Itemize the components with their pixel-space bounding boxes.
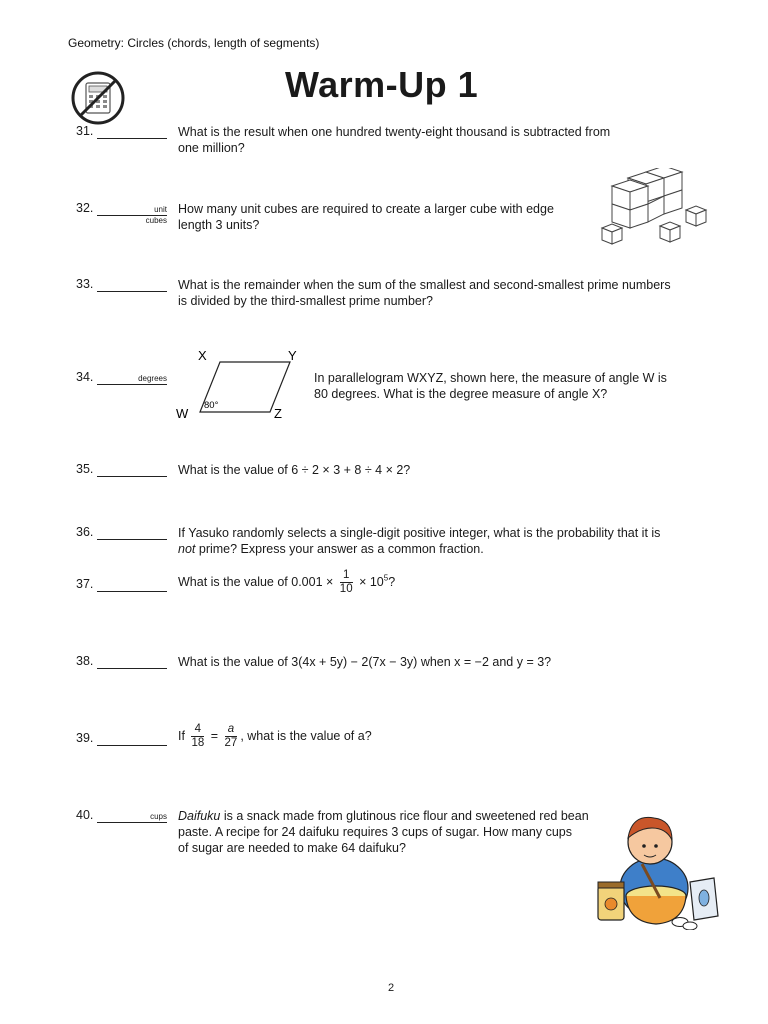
question-text: is divided by the third-smallest prime number? (178, 294, 433, 308)
fraction: $\frac{4}{18}$ (191, 723, 205, 749)
answer-blank[interactable] (97, 462, 167, 477)
question-number: 35. (76, 462, 94, 476)
question-number: 37. (76, 577, 94, 591)
exponent: 5 (383, 573, 389, 583)
fraction: $\frac{1}{10}$ (339, 569, 353, 595)
answer-blank[interactable] (97, 124, 167, 139)
answer-blank[interactable] (97, 654, 167, 669)
question-text: of sugar are needed to make 64 daifuku? (178, 841, 406, 855)
question-number: 40. (76, 808, 94, 822)
question-number: 34. (76, 370, 94, 384)
unit-cubes-illustration (598, 168, 710, 250)
answer-blank[interactable] (97, 201, 167, 216)
question-text: × 10 (359, 574, 384, 589)
answer-blank[interactable] (97, 370, 167, 385)
question-text: What is the remainder when the sum of the smallest and second-smallest prime numbers (178, 278, 671, 292)
question-text: ? (388, 574, 396, 589)
fraction: $\frac{a}{27}$ (224, 723, 238, 749)
question-number: 39. (76, 731, 94, 745)
equals-sign: = (210, 728, 219, 743)
question-number: 32. (76, 201, 94, 215)
question-text: prime? Express your answer as a common fraction. (195, 542, 484, 556)
emphasis-text: not (178, 542, 196, 556)
question-number: 38. (76, 654, 94, 668)
question-text: In parallelogram WXYZ, shown here, the measure of angle W is (314, 371, 667, 385)
answer-blank[interactable] (97, 277, 167, 292)
angle-label: 80° (204, 400, 219, 411)
answer-blank[interactable] (97, 808, 167, 823)
answer-unit: cubes (145, 216, 167, 225)
vertex-z-label: Z (274, 406, 282, 421)
page-number: 2 (388, 982, 395, 994)
baking-kid-illustration (596, 806, 722, 930)
question-text: What is the value of 0.001 × (178, 574, 334, 589)
emphasis-text: Daifuku (178, 809, 221, 823)
question-text: length 3 units? (178, 218, 260, 232)
question-text: paste. A recipe for 24 daifuku requires 3 cups of sugar. How many cups (178, 825, 572, 839)
question-text: 80 degrees. What is the degree measure of angle X? (314, 387, 608, 401)
answer-unit: unit (154, 205, 167, 214)
subject-header: Geometry: Circles (chords, length of segments) (68, 36, 320, 50)
question-text: What is the value of 6 ÷ 2 × 3 + 8 ÷ 4 × 2? (178, 463, 411, 477)
question-text: one million? (178, 141, 245, 155)
answer-blank[interactable] (97, 731, 167, 746)
question-text: , what is the value of a? (240, 728, 372, 743)
answer-blank[interactable] (97, 577, 167, 592)
question-text: If (178, 728, 185, 743)
answer-blank[interactable] (97, 525, 167, 540)
page-title: Warm-Up 1 (285, 64, 479, 105)
question-text: is a snack made from glutinous rice flour and sweetened red bean (220, 809, 589, 823)
question-number: 33. (76, 277, 94, 291)
vertex-x-label: X (198, 348, 207, 363)
question-number: 31. (76, 124, 94, 138)
answer-unit: cups (150, 812, 167, 821)
no-calculator-icon (70, 70, 126, 126)
question-text: If Yasuko randomly selects a single-digit positive integer, what is the probability that it is (178, 526, 661, 540)
question-text: What is the result when one hundred twenty-eight thousand is subtracted from (178, 125, 611, 139)
question-text: How many unit cubes are required to create a larger cube with edge (178, 202, 554, 216)
vertex-y-label: Y (288, 348, 297, 363)
answer-unit: degrees (138, 374, 167, 383)
parallelogram-figure (170, 346, 300, 424)
vertex-w-label: W (176, 406, 189, 421)
question-text: What is the value of 3(4x + 5y) − 2(7x − 3y) when x = −2 and y = 3? (178, 655, 552, 669)
question-number: 36. (76, 525, 94, 539)
